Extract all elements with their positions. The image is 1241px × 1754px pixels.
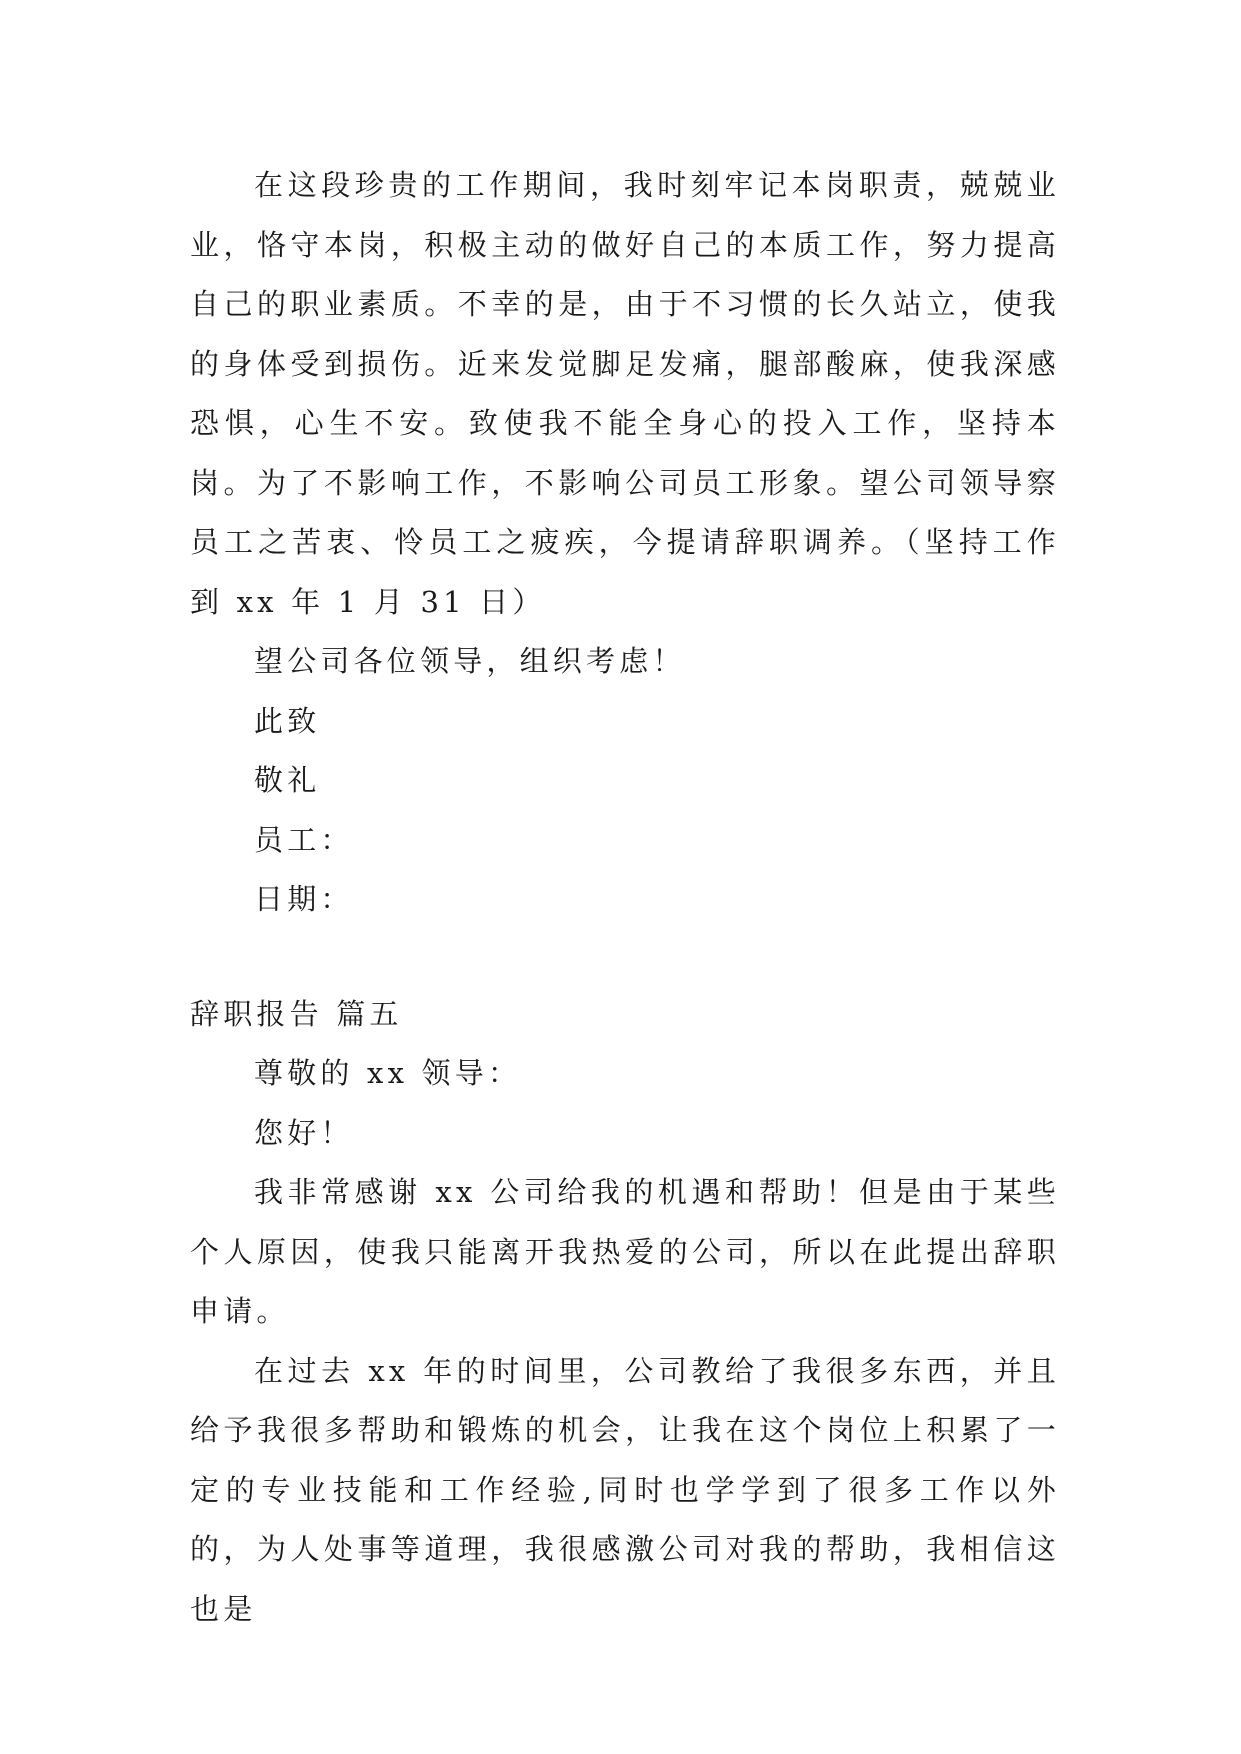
signature-date: 日期： bbox=[254, 882, 354, 916]
section-heading: 辞职报告 篇五 bbox=[190, 996, 403, 1031]
signature-employee: 员工： bbox=[254, 822, 354, 857]
body-paragraph: 在这段珍贵的工作期间，我时刻牢记本岗职责，兢兢业业，恪守本岗，积极主动的做好自己的本质工作，努力提高自己的职业素质。不幸的是，由于不习惯的长久站立，使我的身体受到损伤。近来发觉脚足发痛，腿部酸麻，使我深感恐惧，心生不安。致使我不能全身心的投入工作，坚持本岗。为了不影响工作，不影响公司员工形象。望公司领导察员工之苦衷、怜员工之疲疾，今提请辞职调养。（坚持工作到 xx 年 1 月 31 日） bbox=[190, 168, 1060, 619]
greeting: 您好！ bbox=[254, 1115, 354, 1150]
salutation: 尊敬的 xx 领导： bbox=[254, 1056, 522, 1090]
body-paragraph: 望公司各位领导，组织考虑！ bbox=[254, 644, 686, 678]
closing-line: 此致 bbox=[254, 703, 321, 738]
closing-line: 敬礼 bbox=[254, 763, 321, 797]
body-paragraph: 在过去 xx 年的时间里，公司教给了我很多东西，并且给予我很多帮助和锻炼的机会，让我在这个岗位上积累了一定的专业技能和工作经验,同时也学学到了很多工作以外的，为人处事等道理，我很感激公司对我的帮助，我相信这也是 bbox=[190, 1353, 1060, 1626]
section-gap bbox=[190, 930, 1060, 985]
body-paragraph: 我非常感谢 xx 公司给我的机遇和帮助！但是由于某些个人原因，使我只能离开我热爱的公司，所以在此提出辞职申请。 bbox=[190, 1175, 1060, 1328]
document-body bbox=[190, 156, 1060, 1639]
